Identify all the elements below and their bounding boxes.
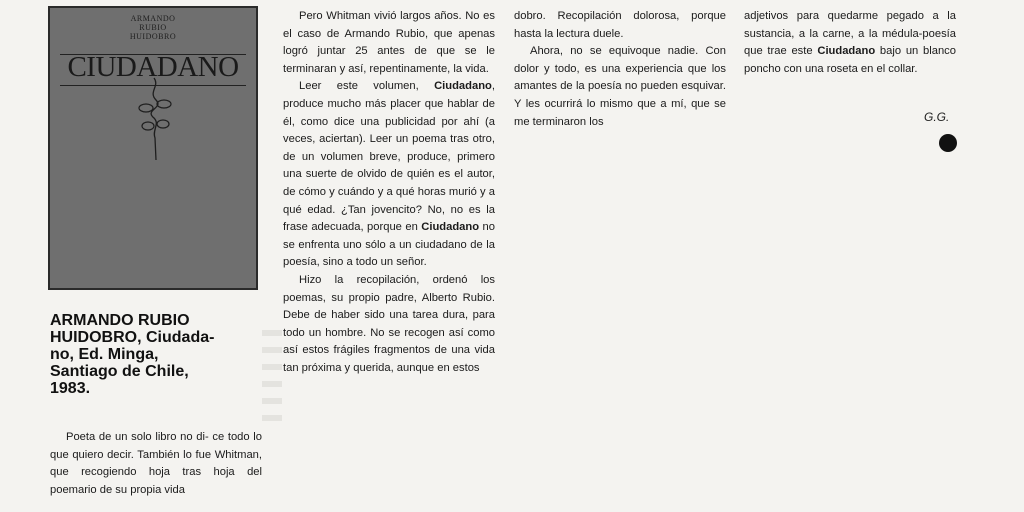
article-column-4 xyxy=(744,8,956,78)
text-run: no se enfrenta uno sólo a un ciudadano de la poesía, sino a todo un señor. xyxy=(283,221,495,269)
paragraph xyxy=(283,78,495,272)
citation-line: no, Ed. Minga, xyxy=(50,346,159,363)
citation-line: 1983. xyxy=(50,380,91,397)
bleed-through-text xyxy=(262,330,282,430)
paragraph: Pero Whitman vivió largos años. No es el caso de Armando Rubio, que apenas logró juntar 25 antes de que se le terminaran y así, repentinamente, la vida. xyxy=(283,10,495,75)
flower-illustration-icon xyxy=(130,74,180,164)
text-run: bajo un blanco poncho con una roseta en el collar. xyxy=(744,45,956,75)
cover-title: CIUDADANO xyxy=(67,51,239,83)
text-run: adjetivos para quedarme pegado a la sustancia, a la carne, a la médula-poesía que trae este xyxy=(744,10,956,58)
paragraph: Ahora, no se equivoque nadie. Con dolor y todo, es una experiencia que los amantes de la poesía no pueden esquivar. Y les ocurrirá lo mismo que a mí, que se me terminaron los xyxy=(514,45,726,128)
book-title-ref: Ciudadano xyxy=(421,221,480,234)
cover-author-line: RUBIO xyxy=(139,23,167,32)
citation-line: ARMANDO RUBIO xyxy=(50,312,190,329)
cover-author-line: HUIDOBRO xyxy=(129,32,177,41)
book-title-ref: Ciudadano xyxy=(434,80,492,93)
paragraph: Poeta de un solo libro no di- ce todo lo que quiero decir. También lo fue Whitman, que recogiendo hoja tras hoja del poemario de su propia vida xyxy=(50,431,262,496)
cover-author-line: ARMANDO xyxy=(130,14,176,23)
book-cover-image xyxy=(48,6,258,290)
text-run: Leer este volumen, xyxy=(299,80,435,93)
book-citation xyxy=(50,312,264,397)
cover-author xyxy=(50,14,256,41)
paragraph: Hizo la recopilación, ordenó los poemas, su propio padre, Alberto Rubio. Debe de haber sido una tarea dura, para todo un hombre. No se recogen así como así estos frágiles fragmentos de una vida tan próxima y querida, aunque en estos xyxy=(283,273,495,374)
paragraph: dobro. Recopilación dolorosa, porque hasta la lectura duele. xyxy=(514,10,726,40)
article-column-2 xyxy=(283,8,495,377)
citation-line: Santiago de Chile, xyxy=(50,363,189,380)
article-column-1 xyxy=(50,429,262,499)
text-run: , produce mucho más placer que hablar de él, como dice una publicidad por ahí (a veces, aciertan). Leer un poema tras otro, de un volumen breve, produce, primero una suerte de olvido de quién es el autor, de cómo y cuándo y a qué horas murió y a qué edad. ¿Tan jovencito? No, no es la frase adecuada, porque en xyxy=(283,80,495,234)
book-title-ref: Ciudadano xyxy=(817,45,876,58)
citation-line: HUIDOBRO, Ciudada- xyxy=(50,329,215,346)
paragraph xyxy=(744,8,956,78)
article-column-3 xyxy=(514,8,726,131)
author-signature: G.G. xyxy=(924,110,950,124)
end-mark-icon xyxy=(939,134,957,152)
